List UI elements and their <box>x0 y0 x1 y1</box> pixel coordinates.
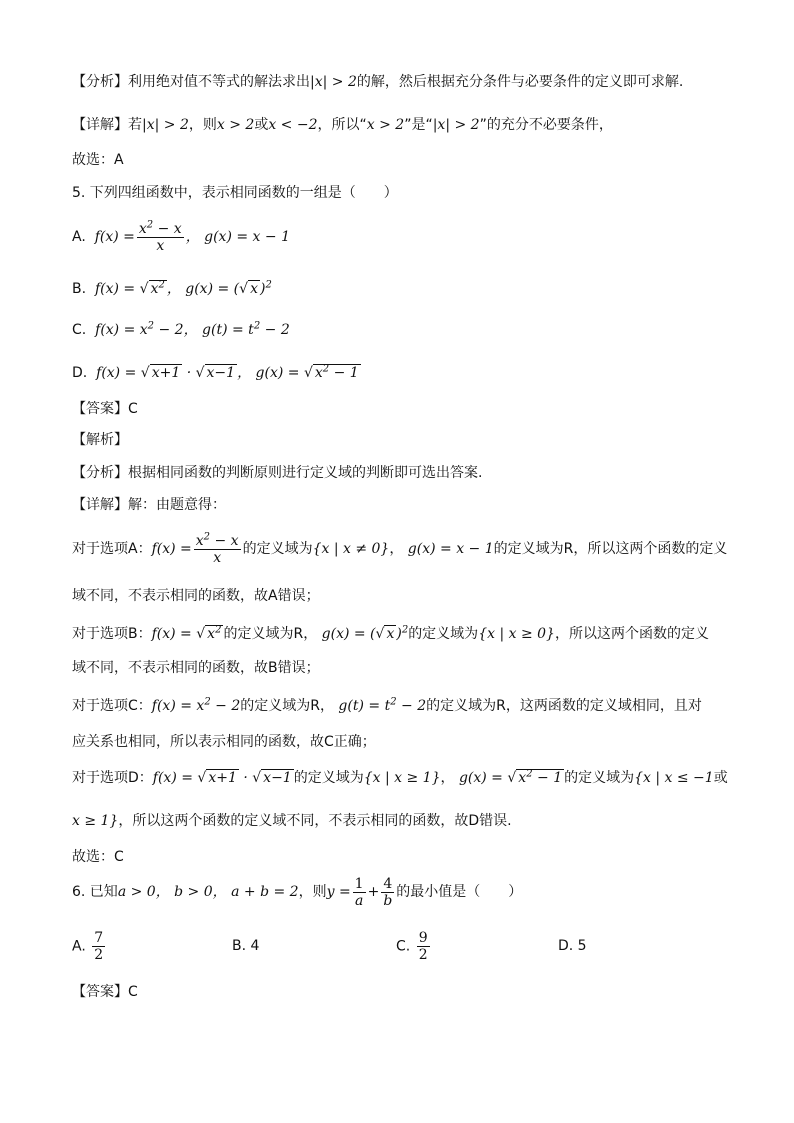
q5-option-d-analysis: 对于选项D：f(x) = √ x+1 · √ x−1 的定义域为{x | x ≥ 1}， g(x) = √ $x^2 - 1$ 的定义域为{x | x ≤ −1或 <box>72 768 728 786</box>
analysis-tag: 【分析】 <box>72 74 128 90</box>
q4-analysis: 【分析】利用绝对值不等式的解法求出|x| > 2的解，然后根据充分条件与必要条件的定义即可求解. <box>72 74 684 90</box>
answer-tag: 【答案】 <box>72 984 128 1000</box>
q5-option-d-cont: x ≥ 1}，所以这两个函数的定义域不同，不表示相同的函数，故D错误. <box>72 813 512 829</box>
q6-option-d: D. 5 <box>558 938 587 954</box>
q5-answer: 【答案】C <box>72 401 138 417</box>
q5-choose: 故选：C <box>72 849 124 865</box>
q5-analysis: 【分析】根据相同函数的判断原则进行定义域的判断即可选出答案. <box>72 465 483 481</box>
q5-option-c-cont: 应关系也相同，所以表示相同的函数，故C正确； <box>72 734 376 750</box>
q5-option-c-analysis: 对于选项C：$f(x) = x^2 - 2$的定义域为R， $g(t) = t^2 - 2$的定义域为R，这两函数的定义域相同，且对 <box>72 696 702 714</box>
q5-detail: 【详解】解：由题意得： <box>72 497 226 513</box>
q5-stem: 5. 下列四组函数中，表示相同函数的一组是（ ） <box>72 185 398 201</box>
q6-answer: 【答案】C <box>72 984 138 1000</box>
q6-option-b: B. 4 <box>232 938 260 954</box>
q5-option-a-cont: 域不同，不表示相同的函数，故A错误； <box>72 588 320 604</box>
q5-option-b: B. f(x) = √ $x^2$ ， g(x) = (√ x )$^2$ <box>72 279 272 297</box>
q6-option-c: C. $\frac{9}{2}$ <box>396 930 428 963</box>
answer-tag: 【答案】 <box>72 401 128 417</box>
q5-option-b-analysis: 对于选项B：f(x) = √ $x^2$ 的定义域为R， g(x) = (√ x )$^2$的定义域为{x | x ≥ 0}，所以这两个函数的定义 <box>72 624 709 642</box>
q5-option-a: A. f(x) = $\frac{x^2 - x}{x}$ ， g(x) = x − 1 <box>72 218 290 254</box>
q5-option-a-analysis: 对于选项A：f(x) = $\frac{x^2 - x}{x}$ 的定义域为{x | x ≠ 0}， g(x) = x − 1的定义域为R，所以这两个函数的定义 <box>72 530 728 566</box>
q5-option-b-cont: 域不同，不表示相同的函数，故B错误； <box>72 660 320 676</box>
q6-option-a: A. $\frac{7}{2}$ <box>72 930 104 963</box>
detail-tag: 【详解】 <box>72 117 128 133</box>
q5-option-c: C. $f(x) = x^2 - 2$， $g(t) = t^2 - 2$ <box>72 320 290 338</box>
q6-stem: 6. 已知a > 0， b > 0， a + b = 2，则y = $\frac{1}{a}$ + $\frac{4}{b}$ 的最小值是（ ） <box>72 875 523 909</box>
q4-choose: 故选：A <box>72 152 124 168</box>
q5-solution-tag: 【解析】 <box>72 432 128 448</box>
q5-option-d: D. f(x) = √ x+1 · √ x−1 ， g(x) = √ $x^2 - 1$ <box>72 363 359 381</box>
q4-detail: 【详解】若|x| > 2，则x > 2或x < −2，所以“x > 2”是“|x| > 2”的充分不必要条件， <box>72 117 613 133</box>
